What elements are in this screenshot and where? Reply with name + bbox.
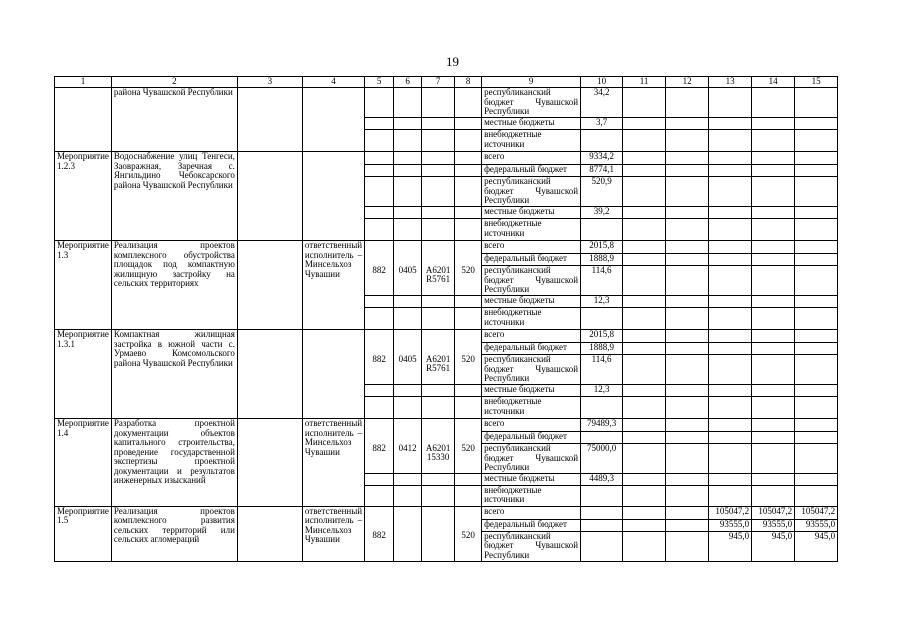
source-label: внебюджетные источники — [482, 130, 581, 152]
column-header: 3 — [237, 77, 302, 88]
value-cell: 12,3 — [581, 296, 623, 308]
table-row — [55, 330, 838, 343]
event-code — [55, 88, 112, 152]
column-header: 8 — [455, 77, 482, 88]
source-label: внебюджетные источники — [482, 308, 581, 330]
column-header: 15 — [795, 77, 838, 88]
table-row — [55, 241, 838, 254]
source-label: местные бюджеты — [482, 118, 581, 130]
source-label: местные бюджеты — [482, 207, 581, 219]
value-cell: 114,6 — [581, 355, 623, 385]
code-target: A6201 R5761 — [422, 355, 455, 385]
executor: ответственный исполнитель – Минсельхоз Чувашии — [302, 241, 364, 330]
code-expense: 520 — [455, 355, 482, 385]
source-label: внебюджетные источники — [482, 485, 581, 506]
source-label: республиканский бюджет Чувашской Республики — [482, 266, 581, 296]
executor: ответственный исполнитель – Минсельхоз Чувашии — [302, 506, 364, 561]
code-section: 0412 — [394, 444, 422, 474]
table-row — [55, 419, 838, 432]
value-cell: 93555,0 — [709, 519, 752, 531]
value-cell: 34,2 — [581, 88, 623, 118]
event-name: Разработка проектной документации объектов капитального строительства, проведение государственной экспертизы проектной документации и результатов инженерных изысканий — [111, 419, 237, 507]
value-cell: 945,0 — [795, 531, 838, 561]
column-header: 6 — [394, 77, 422, 88]
value-cell: 520,9 — [581, 177, 623, 207]
source-label: республиканский бюджет Чувашской Республики — [482, 444, 581, 474]
value-cell: 114,6 — [581, 266, 623, 296]
code-ministry: 882 — [365, 531, 394, 561]
budget-table — [54, 76, 838, 562]
value-cell: 105047,2 — [709, 506, 752, 519]
event-name: Водоснабжение улиц Тенгеси, Заовражная, Заречная с. Янгильдино Чебоксарского района Чувашской Республики — [111, 152, 237, 241]
column-header: 7 — [422, 77, 455, 88]
value-cell: 12,3 — [581, 385, 623, 397]
event-code: Мероприятие 1.3.1 — [55, 330, 112, 419]
column-header: 2 — [111, 77, 237, 88]
value-cell: 1888,9 — [581, 343, 623, 355]
event-name: района Чувашской Республики — [111, 88, 237, 152]
value-cell: 75000,0 — [581, 444, 623, 474]
source-label: всего — [482, 506, 581, 519]
column-header: 13 — [709, 77, 752, 88]
column-header: 14 — [752, 77, 795, 88]
code-expense: 520 — [455, 444, 482, 474]
column-header-row — [55, 77, 838, 88]
source-label: республиканский бюджет Чувашской Республики — [482, 355, 581, 385]
source-label: всего — [482, 419, 581, 432]
value-cell: 79489,3 — [581, 419, 623, 432]
source-label: местные бюджеты — [482, 296, 581, 308]
value-cell: 3,7 — [581, 118, 623, 130]
column-header: 5 — [365, 77, 394, 88]
source-label: всего — [482, 152, 581, 165]
table-row — [55, 88, 838, 118]
value-cell: 2015,8 — [581, 330, 623, 343]
code-expense: 520 — [455, 266, 482, 296]
code-target: A6201 R5761 — [422, 266, 455, 296]
source-label: местные бюджеты — [482, 385, 581, 397]
source-label: внебюджетные источники — [482, 397, 581, 419]
value-cell: 4489,3 — [581, 473, 623, 485]
value-cell: 945,0 — [709, 531, 752, 561]
source-label: всего — [482, 241, 581, 254]
value-cell: 105047,2 — [795, 506, 838, 519]
value-cell: 93555,0 — [795, 519, 838, 531]
column-header: 10 — [581, 77, 623, 88]
source-label: местные бюджеты — [482, 473, 581, 485]
value-cell: 2015,8 — [581, 241, 623, 254]
value-cell: 39,2 — [581, 207, 623, 219]
code-section: 0405 — [394, 266, 422, 296]
code-target: A6201 15330 — [422, 444, 455, 474]
executor: ответственный исполнитель – Минсельхоз Чувашии — [302, 419, 364, 507]
column-header: 9 — [482, 77, 581, 88]
table-row — [55, 506, 838, 519]
table-row — [55, 152, 838, 165]
source-label: федеральный бюджет — [482, 519, 581, 531]
source-label: федеральный бюджет — [482, 165, 581, 177]
source-label: республиканский бюджет Чувашской Республики — [482, 531, 581, 561]
event-code: Мероприятие 1.5 — [55, 506, 112, 561]
code-section: 0405 — [394, 355, 422, 385]
code-ministry: 882 — [365, 444, 394, 474]
event-name: Реализация проектов комплексного обустройства площадок под компактную жилищную застройку на сельских территориях — [111, 241, 237, 330]
source-label: республиканский бюджет Чувашской Республики — [482, 88, 581, 118]
column-header: 1 — [55, 77, 112, 88]
value-cell: 105047,2 — [752, 506, 795, 519]
source-label: республиканский бюджет Чувашской Республики — [482, 177, 581, 207]
value-cell: 93555,0 — [752, 519, 795, 531]
source-label: федеральный бюджет — [482, 343, 581, 355]
column-header: 4 — [302, 77, 364, 88]
code-ministry: 882 — [365, 355, 394, 385]
code-ministry: 882 — [365, 266, 394, 296]
source-label: внебюджетные источники — [482, 219, 581, 241]
source-label: федеральный бюджет — [482, 432, 581, 444]
event-code: Мероприятие 1.4 — [55, 419, 112, 507]
code-expense: 520 — [455, 531, 482, 561]
page-number: 19 — [446, 54, 459, 69]
event-code: Мероприятие 1.3 — [55, 241, 112, 330]
event-code: Мероприятие 1.2.3 — [55, 152, 112, 241]
event-name: Компактная жилищная застройка в южной части с. Урмаево Комсомольского района Чувашской Республики — [111, 330, 237, 419]
source-label: федеральный бюджет — [482, 254, 581, 266]
event-name: Реализация проектов комплексного развития сельских территорий или сельских агломераций — [111, 506, 237, 561]
column-header: 12 — [666, 77, 709, 88]
value-cell: 945,0 — [752, 531, 795, 561]
value-cell: 8774,1 — [581, 165, 623, 177]
source-label: всего — [482, 330, 581, 343]
value-cell: 1888,9 — [581, 254, 623, 266]
value-cell: 9334,2 — [581, 152, 623, 165]
column-header: 11 — [623, 77, 666, 88]
